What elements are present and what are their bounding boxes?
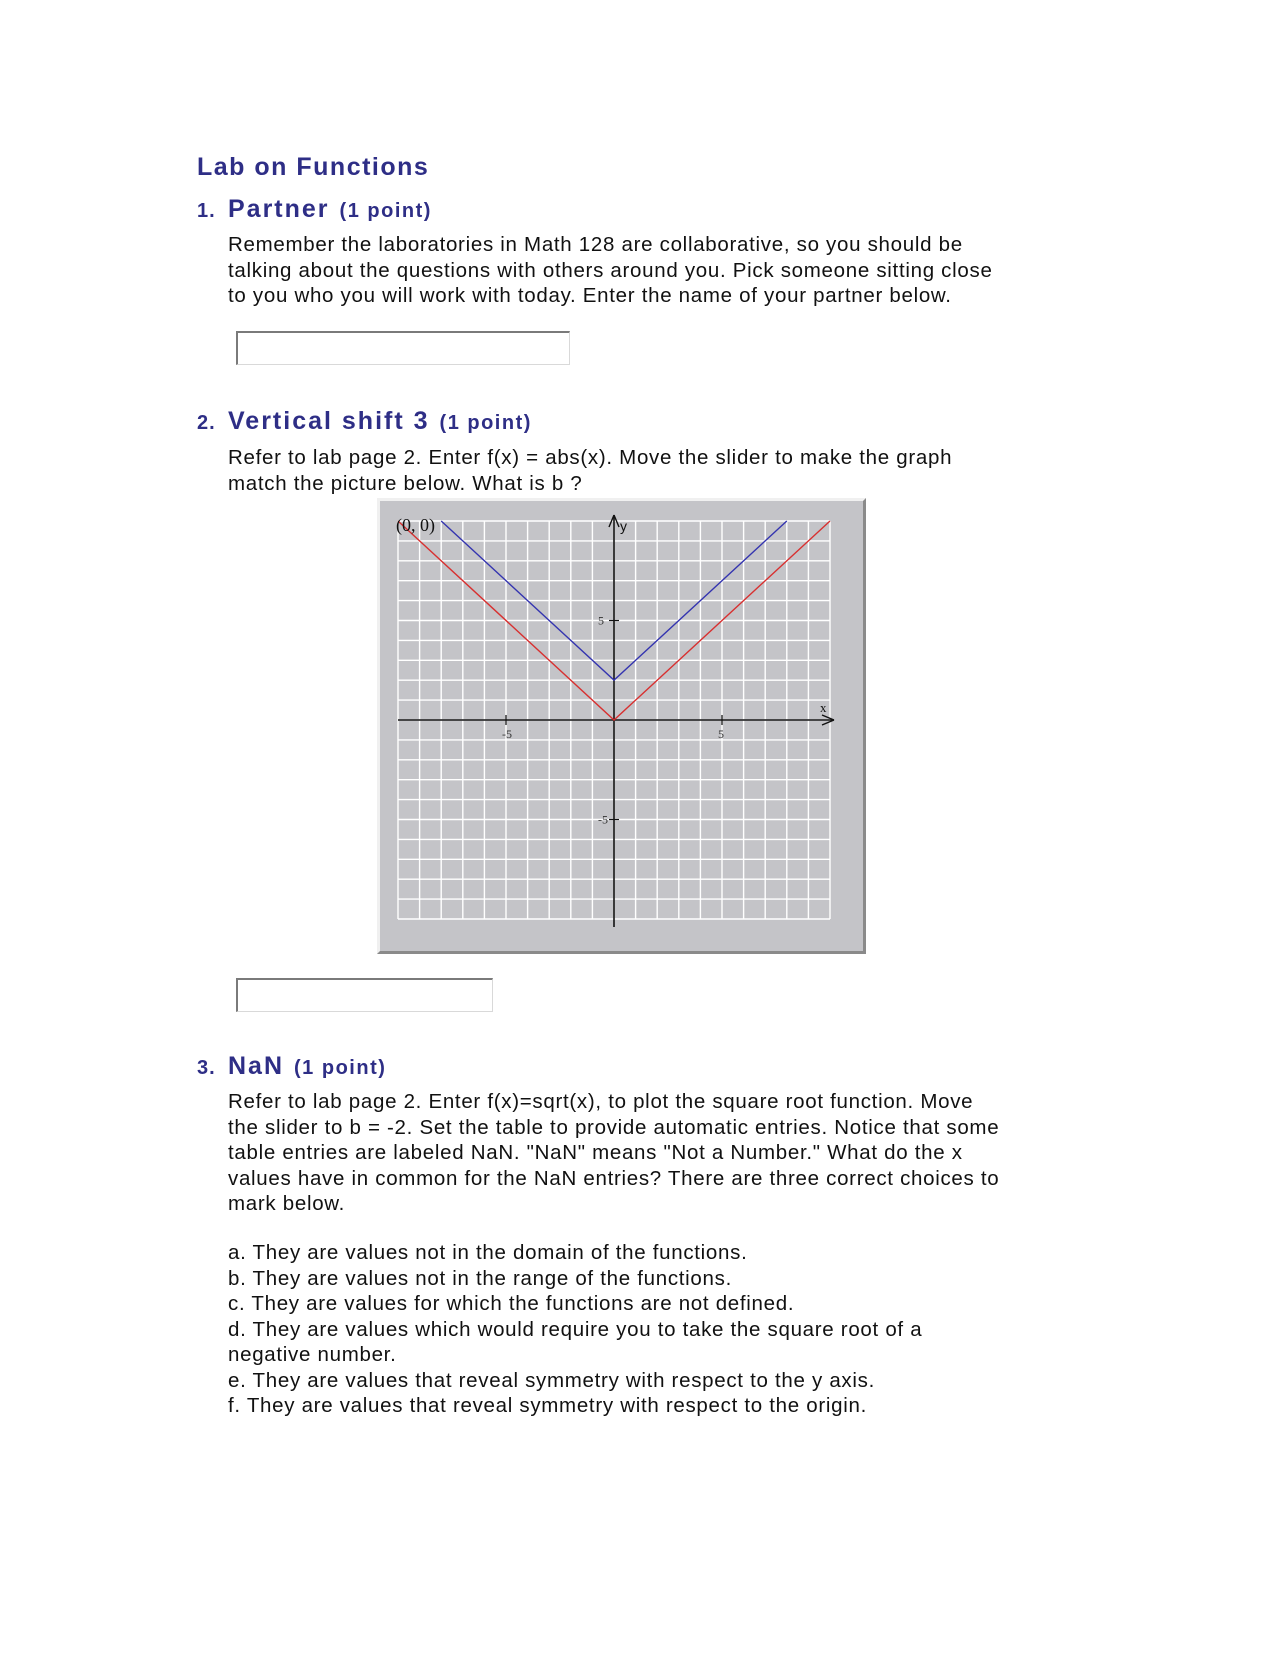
choice-c: c. They are values for which the functions are not defined. — [228, 1292, 795, 1315]
partner-name-input[interactable] — [236, 331, 570, 365]
question-text-line: Refer to lab page 2. Enter f(x)=sqrt(x), to plot the square root function. Move — [228, 1090, 974, 1113]
question-text-line: Refer to lab page 2. Enter f(x) = abs(x). Move the slider to make the graph — [228, 446, 953, 469]
choice-e: e. They are values that reveal symmetry with respect to the y axis. — [228, 1368, 875, 1392]
question-text-line: match the picture below. What is b ? — [228, 471, 583, 495]
question-text-line: Remember the laboratories in Math 128 are collaborative, so you should be — [228, 233, 963, 256]
question-title: NaN — [228, 1052, 285, 1080]
choice-d: d. They are values which would require you to take the square root of a — [228, 1317, 923, 1341]
question-text-line: table entries are labeled NaN. "NaN" means "Not a Number." What do the x — [228, 1141, 963, 1164]
graph-canvas — [380, 501, 863, 951]
question-text-line: to you who you will work with today. Enter the name of your partner below. — [228, 284, 952, 307]
question-1-text — [228, 232, 993, 309]
x-axis-label: x — [820, 700, 827, 715]
question-3-heading — [197, 1054, 386, 1079]
x-tick-label: 5 — [718, 727, 724, 741]
choice-a: a. They are values not in the domain of the functions. — [228, 1241, 748, 1264]
question-2-text — [228, 445, 952, 496]
answer-choices — [228, 1240, 922, 1419]
y-tick-label: -5 — [598, 812, 608, 827]
y-axis-label: y — [620, 518, 627, 534]
question-text-line: talking about the questions with others around you. Pick someone sitting close — [228, 258, 993, 282]
choice-b: b. They are values not in the range of the functions. — [228, 1266, 732, 1290]
question-number: 2. — [197, 412, 216, 434]
question-number: 1. — [197, 200, 216, 222]
origin-coordinate-label: (0, 0) — [396, 515, 435, 535]
question-1-heading — [197, 197, 432, 222]
x-tick-label: -5 — [502, 727, 512, 741]
b-value-input[interactable] — [236, 978, 493, 1012]
question-title: Vertical shift 3 — [228, 407, 430, 435]
choice-d-continued: negative number. — [228, 1343, 397, 1366]
question-text-line: values have in common for the NaN entries? There are three correct choices to — [228, 1166, 1000, 1190]
question-points: (1 point) — [339, 200, 432, 222]
question-points: (1 point) — [439, 412, 532, 434]
question-number: 3. — [197, 1057, 216, 1079]
question-2-heading — [197, 409, 532, 434]
choice-f: f. They are values that reveal symmetry with respect to the origin. — [228, 1394, 867, 1417]
question-text-line: the slider to b = -2. Set the table to provide automatic entries. Notice that some — [228, 1115, 1000, 1139]
question-points: (1 point) — [294, 1057, 387, 1079]
question-3-text — [228, 1089, 999, 1217]
y-tick-label: 5 — [598, 613, 604, 628]
function-graph — [377, 498, 866, 954]
question-title: Partner — [228, 195, 330, 223]
question-text-line: mark below. — [228, 1192, 346, 1215]
page-title: Lab on Functions — [197, 153, 430, 181]
